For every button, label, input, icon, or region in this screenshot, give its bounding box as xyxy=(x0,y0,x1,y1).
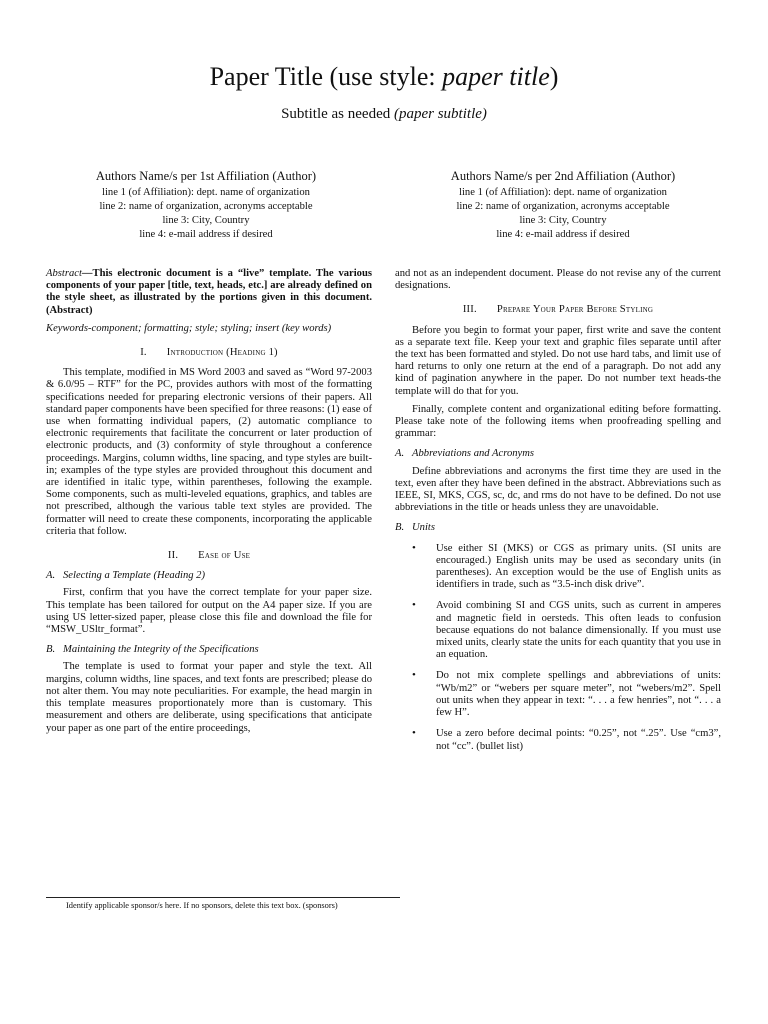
affiliation-line: line 4: e-mail address if desired xyxy=(496,229,630,240)
title-italic-text: paper title xyxy=(442,62,550,91)
sponsor-footnote: Identify applicable sponsor/s here. If no sponsors, delete this text box. (sponsors) xyxy=(66,901,338,910)
subsection-heading-units xyxy=(395,522,721,534)
subsection-title: Abbreviations and Acronyms xyxy=(412,448,535,460)
section-number: I. xyxy=(140,347,147,359)
keywords: Keywords-component; formatting; style; styling; insert (key words) xyxy=(46,322,332,334)
abstract xyxy=(46,268,372,317)
affiliation-line: line 3: City, Country xyxy=(519,215,607,226)
selecting-template-paragraph: First, confirm that you have the correct template for your paper size. This template has been tailored for output on the A4 paper size. If you are using US letter-sized paper, please close this file and download the file for “MSW_USltr_format”. xyxy=(46,587,372,636)
section-heading-ease-of-use xyxy=(46,550,372,562)
list-item-text: Use either SI (MKS) or CGS as primary units. (SI units are encouraged.) English units may be used as secondary units (in parentheses). An exception would be the use of English units as identifiers in trade, such as “3.5-inch disk drive”. xyxy=(436,542,721,591)
paper-title xyxy=(0,62,768,92)
integrity-paragraph: The template is used to format your paper and style the text. All margins, column widths, line spaces, and text fonts are prescribed; please do not alter them. You may note peculiarities. For example, the head margin in this template measures proportionately more than is customary. This measurement and others are deliberate, using specifications that anticipate your paper as one part of the entire proceedings, xyxy=(46,661,372,734)
section-title: Introduction (Heading 1) xyxy=(166,347,278,359)
author-block-1 xyxy=(56,168,356,242)
subsection-letter: B. xyxy=(46,644,56,656)
prepare-paragraph-1: Before you begin to format your paper, first write and save the content as a separate text file. Keep your text and graphic files separate until after the text has been formatted and styled. Do not use hard tabs, and limit use of hard returns to only one return at the end of a paragraph. Do not add any kind of pagination anywhere in the paper. Do not number text heads-the template will do that for you. xyxy=(395,324,721,397)
abstract-label: Abstract xyxy=(46,268,82,279)
subsection-title: Selecting a Template (Heading 2) xyxy=(63,570,206,582)
introduction-paragraph: This template, modified in MS Word 2003 and saved as “Word 97-2003 & 6.0/95 – RTF” for the PC, provides authors with most of the formatting specifications needed for preparing electronic versions of their papers. All standard paper components have been specified for three reasons: (1) ease of use when formatting individual papers, (2) automatic compliance to electronic requirements that facilitate the concurrent or later production of electronic products, and (3) conformity of style throughout a conference proceedings. Margins, column widths, line spacing, and type styles are built-in; examples of the type styles are provided throughout this document and are identified in italic type, within parentheses, following the example. Some components, such as multi-leveled equations, graphics, and tables are not prescribed, although the various table text styles are provided. The formatter will need to create these components, incorporating the applicable criteria that follow. xyxy=(46,367,372,537)
list-item xyxy=(395,670,721,719)
subsection-heading-selecting-template xyxy=(46,570,372,582)
left-column xyxy=(46,268,372,741)
footnote-divider xyxy=(46,897,400,898)
units-bullet-list xyxy=(395,543,721,753)
continued-paragraph: and not as an independent document. Please do not revise any of the current designations. xyxy=(395,268,721,292)
right-column xyxy=(395,268,721,762)
subsection-title: Maintaining the Integrity of the Specifications xyxy=(63,644,259,656)
subtitle-italic-text: (paper subtitle) xyxy=(393,106,487,122)
affiliation-line: line 2: name of organization, acronyms acceptable xyxy=(456,201,670,212)
subsection-letter: A. xyxy=(395,448,405,460)
section-title: Prepare Your Paper Before Styling xyxy=(496,304,654,316)
author-block-2 xyxy=(413,168,713,242)
list-item xyxy=(395,543,721,592)
subsection-heading-integrity xyxy=(46,644,372,656)
paper-subtitle xyxy=(0,106,768,123)
subtitle-text: Subtitle as needed xyxy=(281,106,394,122)
abstract-dash: — xyxy=(81,268,93,279)
list-item xyxy=(395,600,721,661)
section-number: III. xyxy=(462,304,477,316)
abbreviations-paragraph: Define abbreviations and acronyms the first time they are used in the text, even after they have been defined in the abstract. Abbreviations such as IEEE, SI, MKS, CGS, sc, dc, and rms do not have to be defined. Do not use abbreviations in the title or heads unless they are unavoidable. xyxy=(395,465,721,514)
author-name: Authors Name/s per 2nd Affiliation (Author) xyxy=(450,169,676,183)
affiliation-line: line 1 (of Affiliation): dept. name of organization xyxy=(102,187,310,198)
affiliation-line: line 1 (of Affiliation): dept. name of organization xyxy=(459,187,667,198)
list-item-text: Avoid combining SI and CGS units, such as current in amperes and magnetic field in oersteds. This often leads to confusion because equations do not balance dimensionally. If you must use mixed units, clearly state the units for each quantity that you use in an equation. xyxy=(436,600,721,661)
title-close: ) xyxy=(549,62,559,91)
bullet-icon: • xyxy=(412,727,416,740)
subsection-heading-abbreviations xyxy=(395,448,721,460)
bullet-icon: • xyxy=(412,541,416,554)
bullet-icon: • xyxy=(412,599,416,612)
section-number: II. xyxy=(167,550,179,562)
subsection-title: Units xyxy=(412,522,435,534)
list-item xyxy=(395,728,721,752)
list-item-text: Use a zero before decimal points: “0.25”, not “.25”. Use “cm3”, not “cc”. (bullet list) xyxy=(436,728,721,752)
subsection-letter: B. xyxy=(395,522,405,534)
subsection-letter: A. xyxy=(46,570,56,582)
section-title: Ease of Use xyxy=(198,550,251,562)
affiliation-line: line 2: name of organization, acronyms acceptable xyxy=(99,201,313,212)
affiliation-line: line 4: e-mail address if desired xyxy=(139,229,273,240)
list-item-text: Do not mix complete spellings and abbreviations of units: “Wb/m2” or “webers per square meter”, not “webers/m2”. Spell out units when they appear in text: “. . . a few henries”, not “. . . a few H”. xyxy=(436,670,721,719)
prepare-paragraph-2: Finally, complete content and organizational editing before formatting. Please take note of the following items when proofreading spelling and grammar: xyxy=(395,403,721,440)
title-text: Paper Title (use style: xyxy=(209,62,443,91)
affiliation-line: line 3: City, Country xyxy=(162,215,250,226)
section-heading-introduction xyxy=(46,347,372,359)
section-heading-prepare xyxy=(395,304,721,316)
abstract-text: This electronic document is a “live” template. The various components of your paper [title, text, heads, etc.] are already defined on the style sheet, as illustrated by the portions given in this document. (Abstract) xyxy=(46,268,372,316)
bullet-icon: • xyxy=(412,669,416,682)
author-name: Authors Name/s per 1st Affiliation (Author) xyxy=(95,169,317,183)
